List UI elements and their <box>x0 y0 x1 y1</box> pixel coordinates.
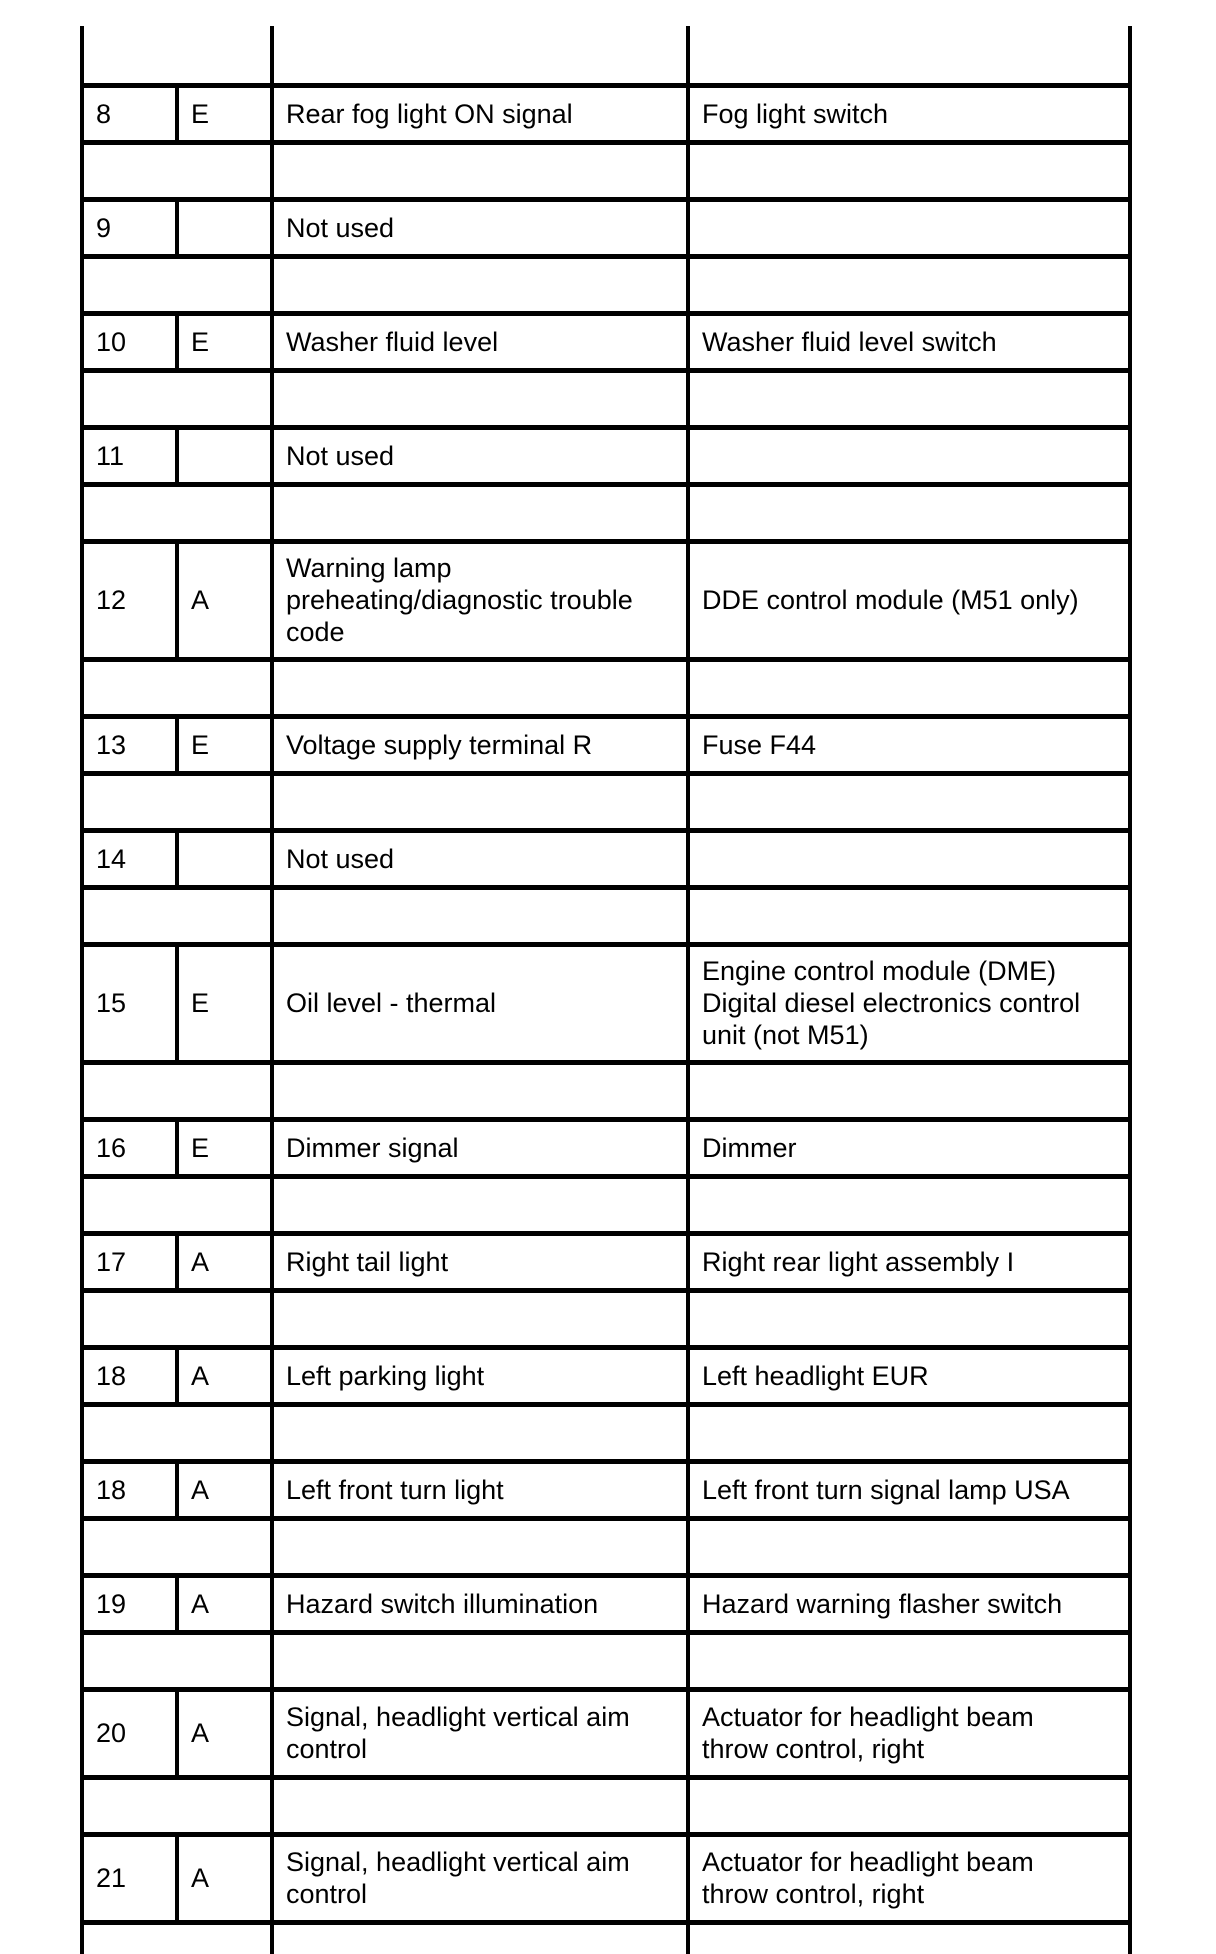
pin-number-cell: 14 <box>82 830 177 887</box>
description-cell: Signal, headlight vertical aim control <box>272 1689 688 1777</box>
description-cell: Warning lamp preheating/diagnostic trouble code <box>272 541 688 659</box>
table-row <box>82 427 1130 484</box>
spacer-cell <box>272 773 688 830</box>
spacer-cell <box>688 26 1130 85</box>
signal-type-cell <box>177 830 272 887</box>
table-row <box>82 830 1130 887</box>
signal-type-cell: E <box>177 716 272 773</box>
spacer-cell <box>688 1632 1130 1689</box>
spacer-cell <box>688 887 1130 944</box>
table-row <box>82 1834 1130 1922</box>
description-cell: Not used <box>272 199 688 256</box>
signal-type-cell: A <box>177 1347 272 1404</box>
spacer-cell <box>688 256 1130 313</box>
pin-number-cell: 18 <box>82 1461 177 1518</box>
description-cell: Signal, headlight vertical aim control <box>272 1834 688 1922</box>
connection-cell <box>688 830 1130 887</box>
pin-number-cell: 15 <box>82 944 177 1062</box>
spacer-row <box>82 1290 1130 1347</box>
spacer-cell <box>272 142 688 199</box>
spacer-cell <box>272 1518 688 1575</box>
spacer-row <box>82 370 1130 427</box>
signal-type-cell: A <box>177 1233 272 1290</box>
table-row <box>82 1689 1130 1777</box>
table-row <box>82 1461 1130 1518</box>
spacer-cell <box>272 887 688 944</box>
signal-type-cell: A <box>177 1689 272 1777</box>
spacer-cell <box>82 256 272 313</box>
spacer-row <box>82 1777 1130 1834</box>
description-cell: Right tail light <box>272 1233 688 1290</box>
spacer-cell <box>688 1922 1130 1954</box>
table-row <box>82 313 1130 370</box>
description-cell: Not used <box>272 830 688 887</box>
connection-cell: Fog light switch <box>688 85 1130 142</box>
signal-type-cell: E <box>177 313 272 370</box>
signal-type-cell <box>177 427 272 484</box>
pin-number-cell: 12 <box>82 541 177 659</box>
description-cell: Oil level - thermal <box>272 944 688 1062</box>
spacer-cell <box>82 1922 272 1954</box>
pin-number-cell: 9 <box>82 199 177 256</box>
connection-cell <box>688 199 1130 256</box>
signal-type-cell: A <box>177 1461 272 1518</box>
spacer-row <box>82 484 1130 541</box>
pin-number-cell: 18 <box>82 1347 177 1404</box>
spacer-cell <box>82 1518 272 1575</box>
table-row <box>82 716 1130 773</box>
spacer-cell <box>272 26 688 85</box>
table-row <box>82 1347 1130 1404</box>
spacer-cell <box>688 370 1130 427</box>
signal-type-cell: A <box>177 1575 272 1632</box>
spacer-cell <box>272 1777 688 1834</box>
spacer-cell <box>688 773 1130 830</box>
spacer-row <box>82 887 1130 944</box>
spacer-cell <box>82 142 272 199</box>
table-row <box>82 541 1130 659</box>
spacer-cell <box>688 1777 1130 1834</box>
spacer-cell <box>82 1632 272 1689</box>
spacer-cell <box>82 887 272 944</box>
table-row <box>82 944 1130 1062</box>
spacer-cell <box>688 1518 1130 1575</box>
pin-number-cell: 16 <box>82 1119 177 1176</box>
spacer-cell <box>272 1290 688 1347</box>
connection-cell: Washer fluid level switch <box>688 313 1130 370</box>
spacer-cell <box>272 659 688 716</box>
connection-cell: Actuator for headlight beam throw control, right <box>688 1834 1130 1922</box>
pin-number-cell: 8 <box>82 85 177 142</box>
spacer-cell <box>272 1632 688 1689</box>
spacer-cell <box>688 1404 1130 1461</box>
signal-type-cell: E <box>177 944 272 1062</box>
description-cell: Washer fluid level <box>272 313 688 370</box>
spacer-row <box>82 659 1130 716</box>
connection-cell: Left headlight EUR <box>688 1347 1130 1404</box>
spacer-cell <box>82 370 272 427</box>
table-row <box>82 1119 1130 1176</box>
spacer-cell <box>272 1404 688 1461</box>
signal-type-cell <box>177 199 272 256</box>
spacer-cell <box>688 484 1130 541</box>
spacer-row <box>82 256 1130 313</box>
spacer-row <box>82 1062 1130 1119</box>
connection-cell <box>688 427 1130 484</box>
connection-cell: Hazard warning flasher switch <box>688 1575 1130 1632</box>
description-cell: Voltage supply terminal R <box>272 716 688 773</box>
spacer-cell <box>82 1777 272 1834</box>
spacer-row <box>82 1632 1130 1689</box>
spacer-cell <box>82 26 272 85</box>
connection-cell: Actuator for headlight beam throw control, right <box>688 1689 1130 1777</box>
description-cell: Dimmer signal <box>272 1119 688 1176</box>
spacer-cell <box>82 659 272 716</box>
signal-type-cell: A <box>177 541 272 659</box>
spacer-cell <box>272 484 688 541</box>
table-row <box>82 1575 1130 1632</box>
connection-cell: Fuse F44 <box>688 716 1130 773</box>
spacer-cell <box>688 659 1130 716</box>
spacer-cell <box>82 1062 272 1119</box>
spacer-cell <box>272 370 688 427</box>
signal-type-cell: A <box>177 1834 272 1922</box>
spacer-row <box>82 26 1130 85</box>
pin-number-cell: 13 <box>82 716 177 773</box>
description-cell: Not used <box>272 427 688 484</box>
pin-number-cell: 17 <box>82 1233 177 1290</box>
pin-number-cell: 19 <box>82 1575 177 1632</box>
spacer-cell <box>688 142 1130 199</box>
spacer-cell <box>688 1062 1130 1119</box>
connection-cell: Right rear light assembly I <box>688 1233 1130 1290</box>
description-cell: Hazard switch illumination <box>272 1575 688 1632</box>
spacer-cell <box>688 1290 1130 1347</box>
spacer-row <box>82 1518 1130 1575</box>
spacer-cell <box>272 256 688 313</box>
pin-number-cell: 21 <box>82 1834 177 1922</box>
connection-cell: Engine control module (DME) Digital diesel electronics control unit (not M51) <box>688 944 1130 1062</box>
description-cell: Left front turn light <box>272 1461 688 1518</box>
table-row <box>82 1233 1130 1290</box>
spacer-cell <box>272 1176 688 1233</box>
pin-assignment-table <box>80 26 1132 1954</box>
description-cell: Rear fog light ON signal <box>272 85 688 142</box>
table-row <box>82 85 1130 142</box>
spacer-row <box>82 1176 1130 1233</box>
connection-cell: Left front turn signal lamp USA <box>688 1461 1130 1518</box>
spacer-row <box>82 1404 1130 1461</box>
spacer-cell <box>272 1062 688 1119</box>
spacer-cell <box>688 1176 1130 1233</box>
table-body <box>82 26 1130 1954</box>
connection-cell: DDE control module (M51 only) <box>688 541 1130 659</box>
signal-type-cell: E <box>177 1119 272 1176</box>
table-row <box>82 199 1130 256</box>
spacer-cell <box>82 1404 272 1461</box>
spacer-cell <box>82 773 272 830</box>
spacer-row <box>82 1922 1130 1954</box>
pin-number-cell: 20 <box>82 1689 177 1777</box>
spacer-row <box>82 142 1130 199</box>
description-cell: Left parking light <box>272 1347 688 1404</box>
pin-number-cell: 11 <box>82 427 177 484</box>
spacer-cell <box>272 1922 688 1954</box>
signal-type-cell: E <box>177 85 272 142</box>
spacer-cell <box>82 1176 272 1233</box>
spacer-cell <box>82 1290 272 1347</box>
connection-cell: Dimmer <box>688 1119 1130 1176</box>
pin-number-cell: 10 <box>82 313 177 370</box>
spacer-cell <box>82 484 272 541</box>
spacer-row <box>82 773 1130 830</box>
